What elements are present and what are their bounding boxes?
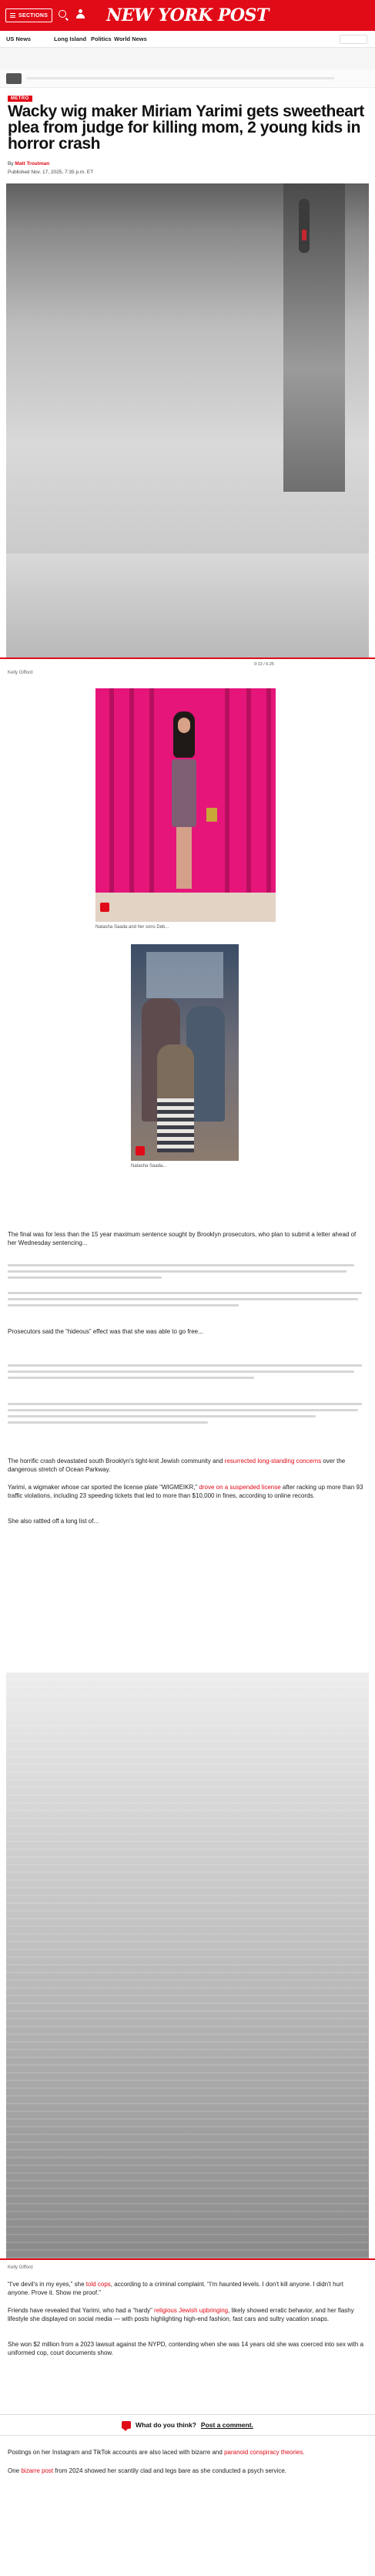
sections-label: SECTIONS — [18, 12, 49, 18]
instagram-icon — [100, 903, 109, 912]
link-suspended-license[interactable]: drove on a suspended license — [199, 1484, 281, 1491]
paragraph-sentence: The final was for less than the 15 year maximum sentence sought by Brooklyn prosecutors, who plan to submit a letter ahead of her Wednesday sentencing... — [8, 1231, 357, 1246]
ad-banner — [0, 48, 375, 69]
video-progress-bar[interactable] — [0, 2258, 375, 2260]
ghost-line — [8, 1292, 362, 1294]
top-nav — [0, 31, 375, 48]
promo-bar — [26, 77, 334, 79]
paragraph-devil-text: “I've devil's in my eyes,” she — [8, 2281, 85, 2288]
paragraph-bizarre-text: One — [8, 2467, 20, 2474]
ghost-line — [8, 1377, 254, 1379]
embedded-video[interactable] — [6, 1673, 369, 2260]
paragraph-license-text: Yarimi, a wigmaker whose car sported the license plate “WIGMEIKR,” — [8, 1484, 198, 1491]
ghost-line — [8, 1270, 347, 1273]
ghost-line — [8, 1298, 358, 1300]
video-scanlines — [6, 1673, 369, 2260]
nav-search-box[interactable] — [340, 35, 367, 44]
photo2-caption: Natasha Saada... — [131, 1164, 167, 1169]
paragraph-ocean-text: The horrific crash devastated south Brooklyn's tight-knit Jewish community and — [8, 1458, 223, 1465]
hero-red-accent — [302, 230, 306, 240]
hero-credit: Kelly Gifford — [8, 671, 33, 675]
nav-item-long-island[interactable]: Long Island — [54, 35, 87, 42]
ghost-line — [8, 1415, 316, 1417]
ghost-line — [8, 1421, 208, 1424]
video-caption: Kelly Gifford — [8, 2265, 33, 2270]
post-comment-link[interactable]: Post a comment. — [200, 2421, 253, 2429]
paragraph-ocean-parkway — [8, 1457, 367, 1474]
promo-strip[interactable] — [0, 69, 375, 88]
ghost-line — [8, 1364, 362, 1367]
hero-timecode: 0:13 / 6:25 — [254, 662, 274, 667]
hero-window — [283, 183, 345, 492]
paragraph-lifestyle-tail: , likely showed erratic behavior, and her flashy lifestyle she displayed on social media — with posts highlighting high-end fashion, fast cars and sultry vacation snaps. — [8, 2307, 354, 2322]
site-logo[interactable]: NEW YORK POST — [106, 5, 269, 25]
promo-thumbnail — [6, 73, 22, 84]
paragraph-lawsuit: She won $2 million from a 2023 lawsuit against the NYPD, contending when she was 14 years old she was coerced into sex with a uniformed cop, court documents show. — [8, 2341, 364, 2356]
byline — [8, 161, 49, 166]
paragraph-bizarre-tail: from 2024 showed her scantily clad and legs bare as she conducted a psych service. — [55, 2467, 287, 2474]
comment-question: What do you think? — [136, 2421, 196, 2429]
ghost-line — [8, 1276, 162, 1279]
ghost-line — [8, 1370, 354, 1373]
ghost-line — [8, 1409, 358, 1411]
paragraph-rattled: She also rattled off a long list of... — [8, 1518, 99, 1525]
paragraph-license-tail: after racking up more than 93 traffic violations, including 23 speeding tickets that led to more than $10,000 in fines, according to online records. — [8, 1484, 363, 1499]
link-religious-upbringing[interactable]: religious Jewish upbringing — [154, 2307, 229, 2314]
ghost-line — [8, 1304, 239, 1306]
hero-progress-bar[interactable] — [0, 657, 375, 659]
photo-miriam-yarimi[interactable] — [95, 688, 276, 922]
hero-floor — [6, 553, 369, 659]
published-date: Published Nov. 17, 2025, 7:35 p.m. ET — [8, 170, 94, 175]
paragraph-tiktok-tail: . — [303, 2449, 305, 2456]
byline-prefix: By — [8, 161, 14, 166]
paragraph-lifestyle-text: Friends have revealed that Yarimi, who had a “hardy” — [8, 2307, 152, 2314]
photo-bag — [206, 808, 217, 822]
paragraph-ocean-tail: over the dangerous stretch of Ocean Parkway. — [8, 1458, 346, 1473]
ghost-line — [8, 1403, 362, 1405]
instagram-icon — [136, 1146, 145, 1155]
hero-figure — [299, 199, 310, 253]
photo1-caption: Natasha Saada and her sons Deb... — [95, 925, 169, 930]
nav-item-world-news[interactable]: World News — [114, 35, 147, 42]
comment-prompt — [0, 2414, 375, 2436]
link-conspiracy-theories[interactable]: paranoid conspiracy theories — [224, 2449, 303, 2456]
headline: Wacky wig maker Miriam Yarimi gets sweetheart plea from judge for killing mom, 2 young kids in horror crash — [8, 103, 364, 153]
hero-video[interactable] — [6, 183, 369, 659]
photo-woman — [169, 711, 199, 889]
nav-item-politics[interactable]: Politics — [91, 35, 112, 42]
paragraph-bizarre — [8, 2467, 367, 2475]
nav-item-us-news[interactable]: US News — [6, 35, 32, 42]
ghost-line — [8, 1264, 354, 1266]
link-long-standing-concerns[interactable]: resurrected long-standing concerns — [224, 1458, 322, 1465]
author-link[interactable]: Matt Troutman — [15, 161, 50, 166]
paragraph-tiktok-text: Postings on her Instagram and TikTok accounts are also laced with bizarre and — [8, 2449, 223, 2456]
paragraph-tiktok — [8, 2448, 367, 2457]
photo-floor — [95, 893, 276, 922]
paragraph-lifestyle — [8, 2306, 367, 2323]
paragraph-devil-tail: , according to a criminal complaint. “I'm haunted levels. I don't kill anyone. I didn't hurt anyone. Prove it. Show me proof.” — [8, 2281, 343, 2296]
link-bizarre-post[interactable]: bizarre post — [21, 2467, 54, 2474]
link-told-cops[interactable]: told cops — [85, 2281, 111, 2288]
paragraph-license — [8, 1483, 367, 1500]
paragraph-hideous: Prosecutors said the “hideous” effect was that she was able to go free... — [8, 1328, 203, 1335]
comment-icon — [122, 2421, 131, 2429]
site-header — [0, 0, 375, 31]
photo-family[interactable] — [131, 944, 239, 1161]
paragraph-devil — [8, 2280, 367, 2297]
section-tag[interactable]: METRO — [8, 96, 32, 102]
